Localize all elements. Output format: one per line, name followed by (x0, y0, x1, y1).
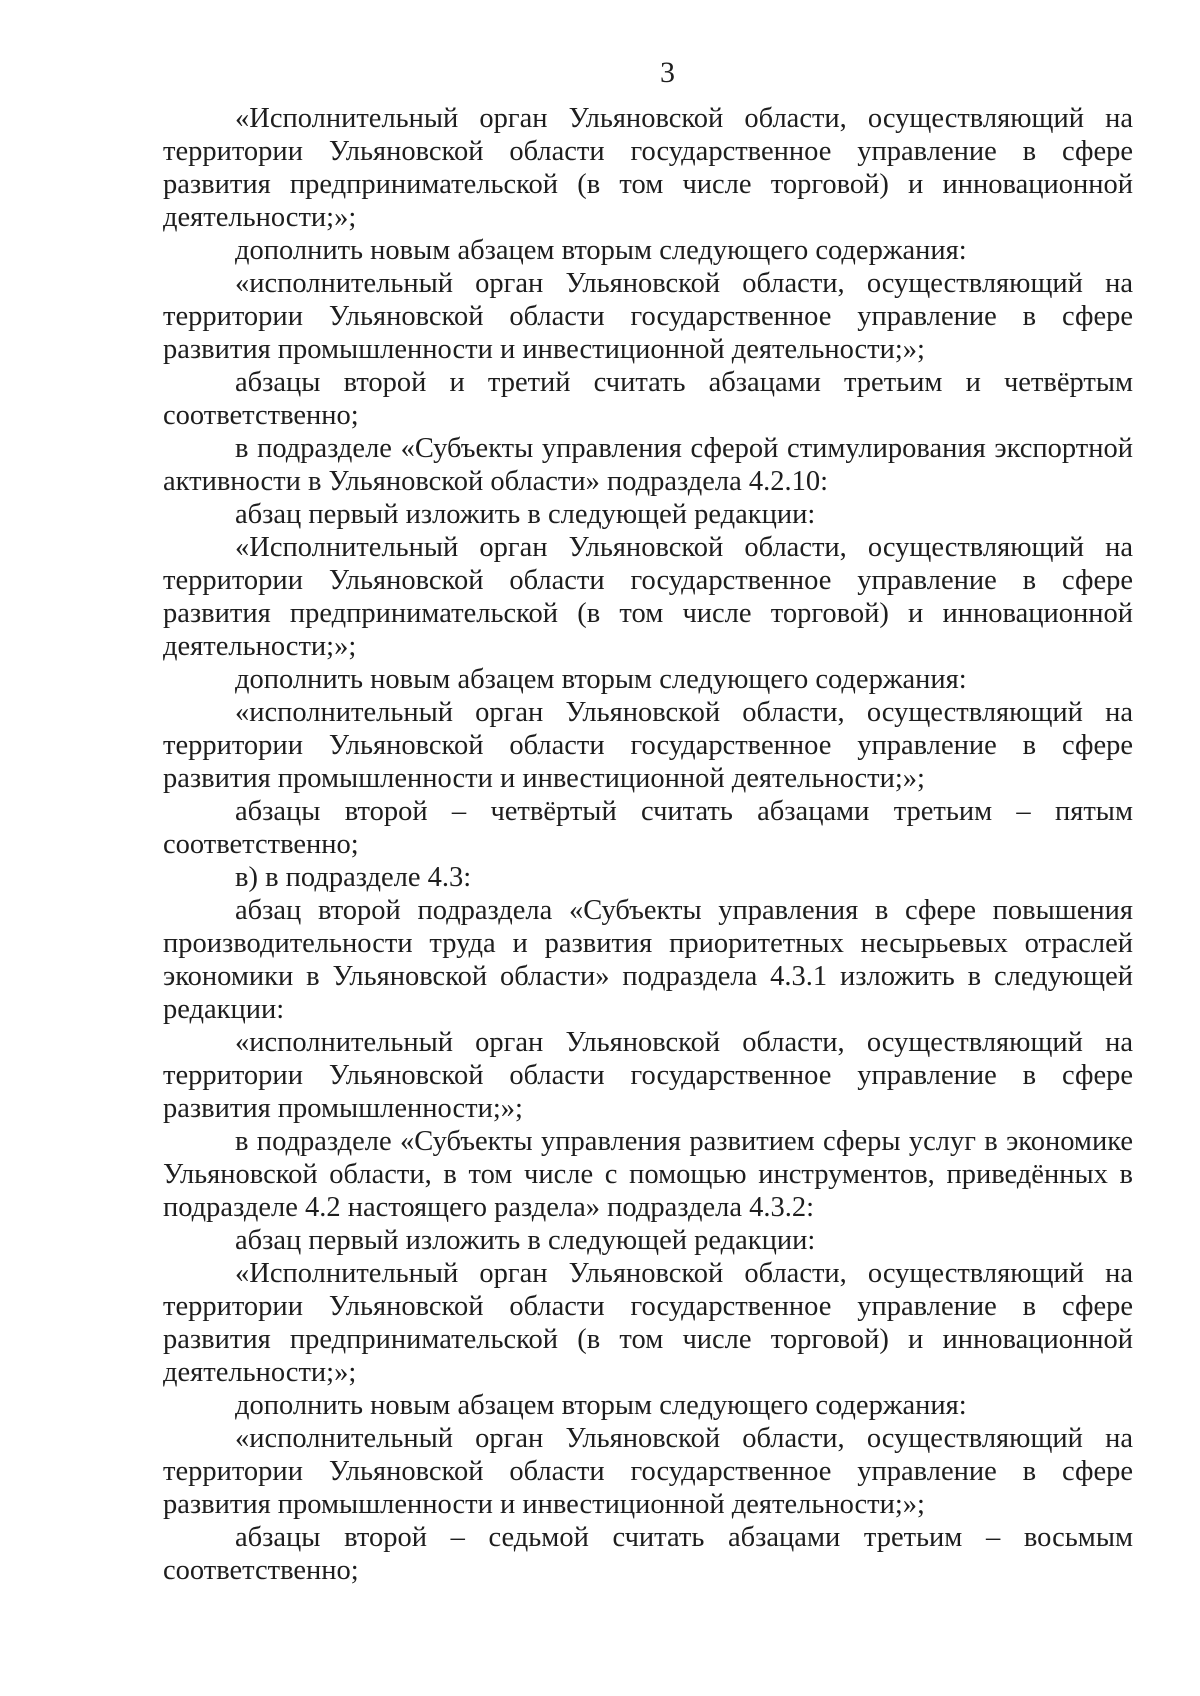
paragraph-8: дополнить новым абзацем вторым следующего содержания: (235, 664, 967, 695)
paragraph-11: в) в подразделе 4.3: (235, 862, 472, 893)
paragraph-4: абзацы второй и третий считать абзацами третьим и четвёртым соответственно; (163, 367, 1133, 431)
paragraph-14: в подразделе «Субъекты управления развитием сферы услуг в экономике Ульяновской области, в том числе с помощью инструментов, приведённых в подразделе 4.2 настоящего раздела» подраздела 4.3.2: (163, 1126, 1133, 1223)
document-body (163, 102, 1133, 1587)
paragraph-17: дополнить новым абзацем вторым следующего содержания: (235, 1390, 967, 1421)
paragraph-6: абзац первый изложить в следующей редакции: (235, 499, 816, 530)
paragraph-2: дополнить новым абзацем вторым следующего содержания: (235, 235, 967, 266)
page-number: 3 (660, 56, 675, 89)
paragraph-18: «исполнительный орган Ульяновской области, осуществляющий на территории Ульяновской области государственное управление в сфере развития промышленности и инвестиционной деятельности;»; (163, 1423, 1133, 1520)
paragraph-13: «исполнительный орган Ульяновской области, осуществляющий на территории Ульяновской области государственное управление в сфере развития промышленности;»; (163, 1027, 1133, 1124)
paragraph-12: абзац второй подраздела «Субъекты управления в сфере повышения производительности труда и развития приоритетных несырьевых отраслей экономики в Ульяновской области» подраздела 4.3.1 изложить в следующей редакции: (163, 895, 1133, 1025)
paragraph-10: абзацы второй – четвёртый считать абзацами третьим – пятым соответственно; (163, 796, 1133, 860)
paragraph-3: «исполнительный орган Ульяновской области, осуществляющий на территории Ульяновской области государственное управление в сфере развития промышленности и инвестиционной деятельности;»; (163, 268, 1133, 365)
paragraph-9: «исполнительный орган Ульяновской области, осуществляющий на территории Ульяновской области государственное управление в сфере развития промышленности и инвестиционной деятельности;»; (163, 697, 1133, 794)
paragraph-1: «Исполнительный орган Ульяновской области, осуществляющий на территории Ульяновской области государственное управление в сфере развития предпринимательской (в том числе торговой) и инновационной деятельности;»; (163, 103, 1133, 233)
paragraph-7: «Исполнительный орган Ульяновской области, осуществляющий на территории Ульяновской области государственное управление в сфере развития предпринимательской (в том числе торговой) и инновационной деятельности;»; (163, 532, 1133, 662)
paragraph-16: «Исполнительный орган Ульяновской области, осуществляющий на территории Ульяновской области государственное управление в сфере развития предпринимательской (в том числе торговой) и инновационной деятельности;»; (163, 1258, 1133, 1388)
paragraph-19: абзацы второй – седьмой считать абзацами третьим – восьмым соответственно; (163, 1522, 1133, 1586)
paragraph-5: в подразделе «Субъекты управления сферой стимулирования экспортной активности в Ульяновской области» подраздела 4.2.10: (163, 433, 1133, 497)
paragraph-15: абзац первый изложить в следующей редакции: (235, 1225, 816, 1256)
